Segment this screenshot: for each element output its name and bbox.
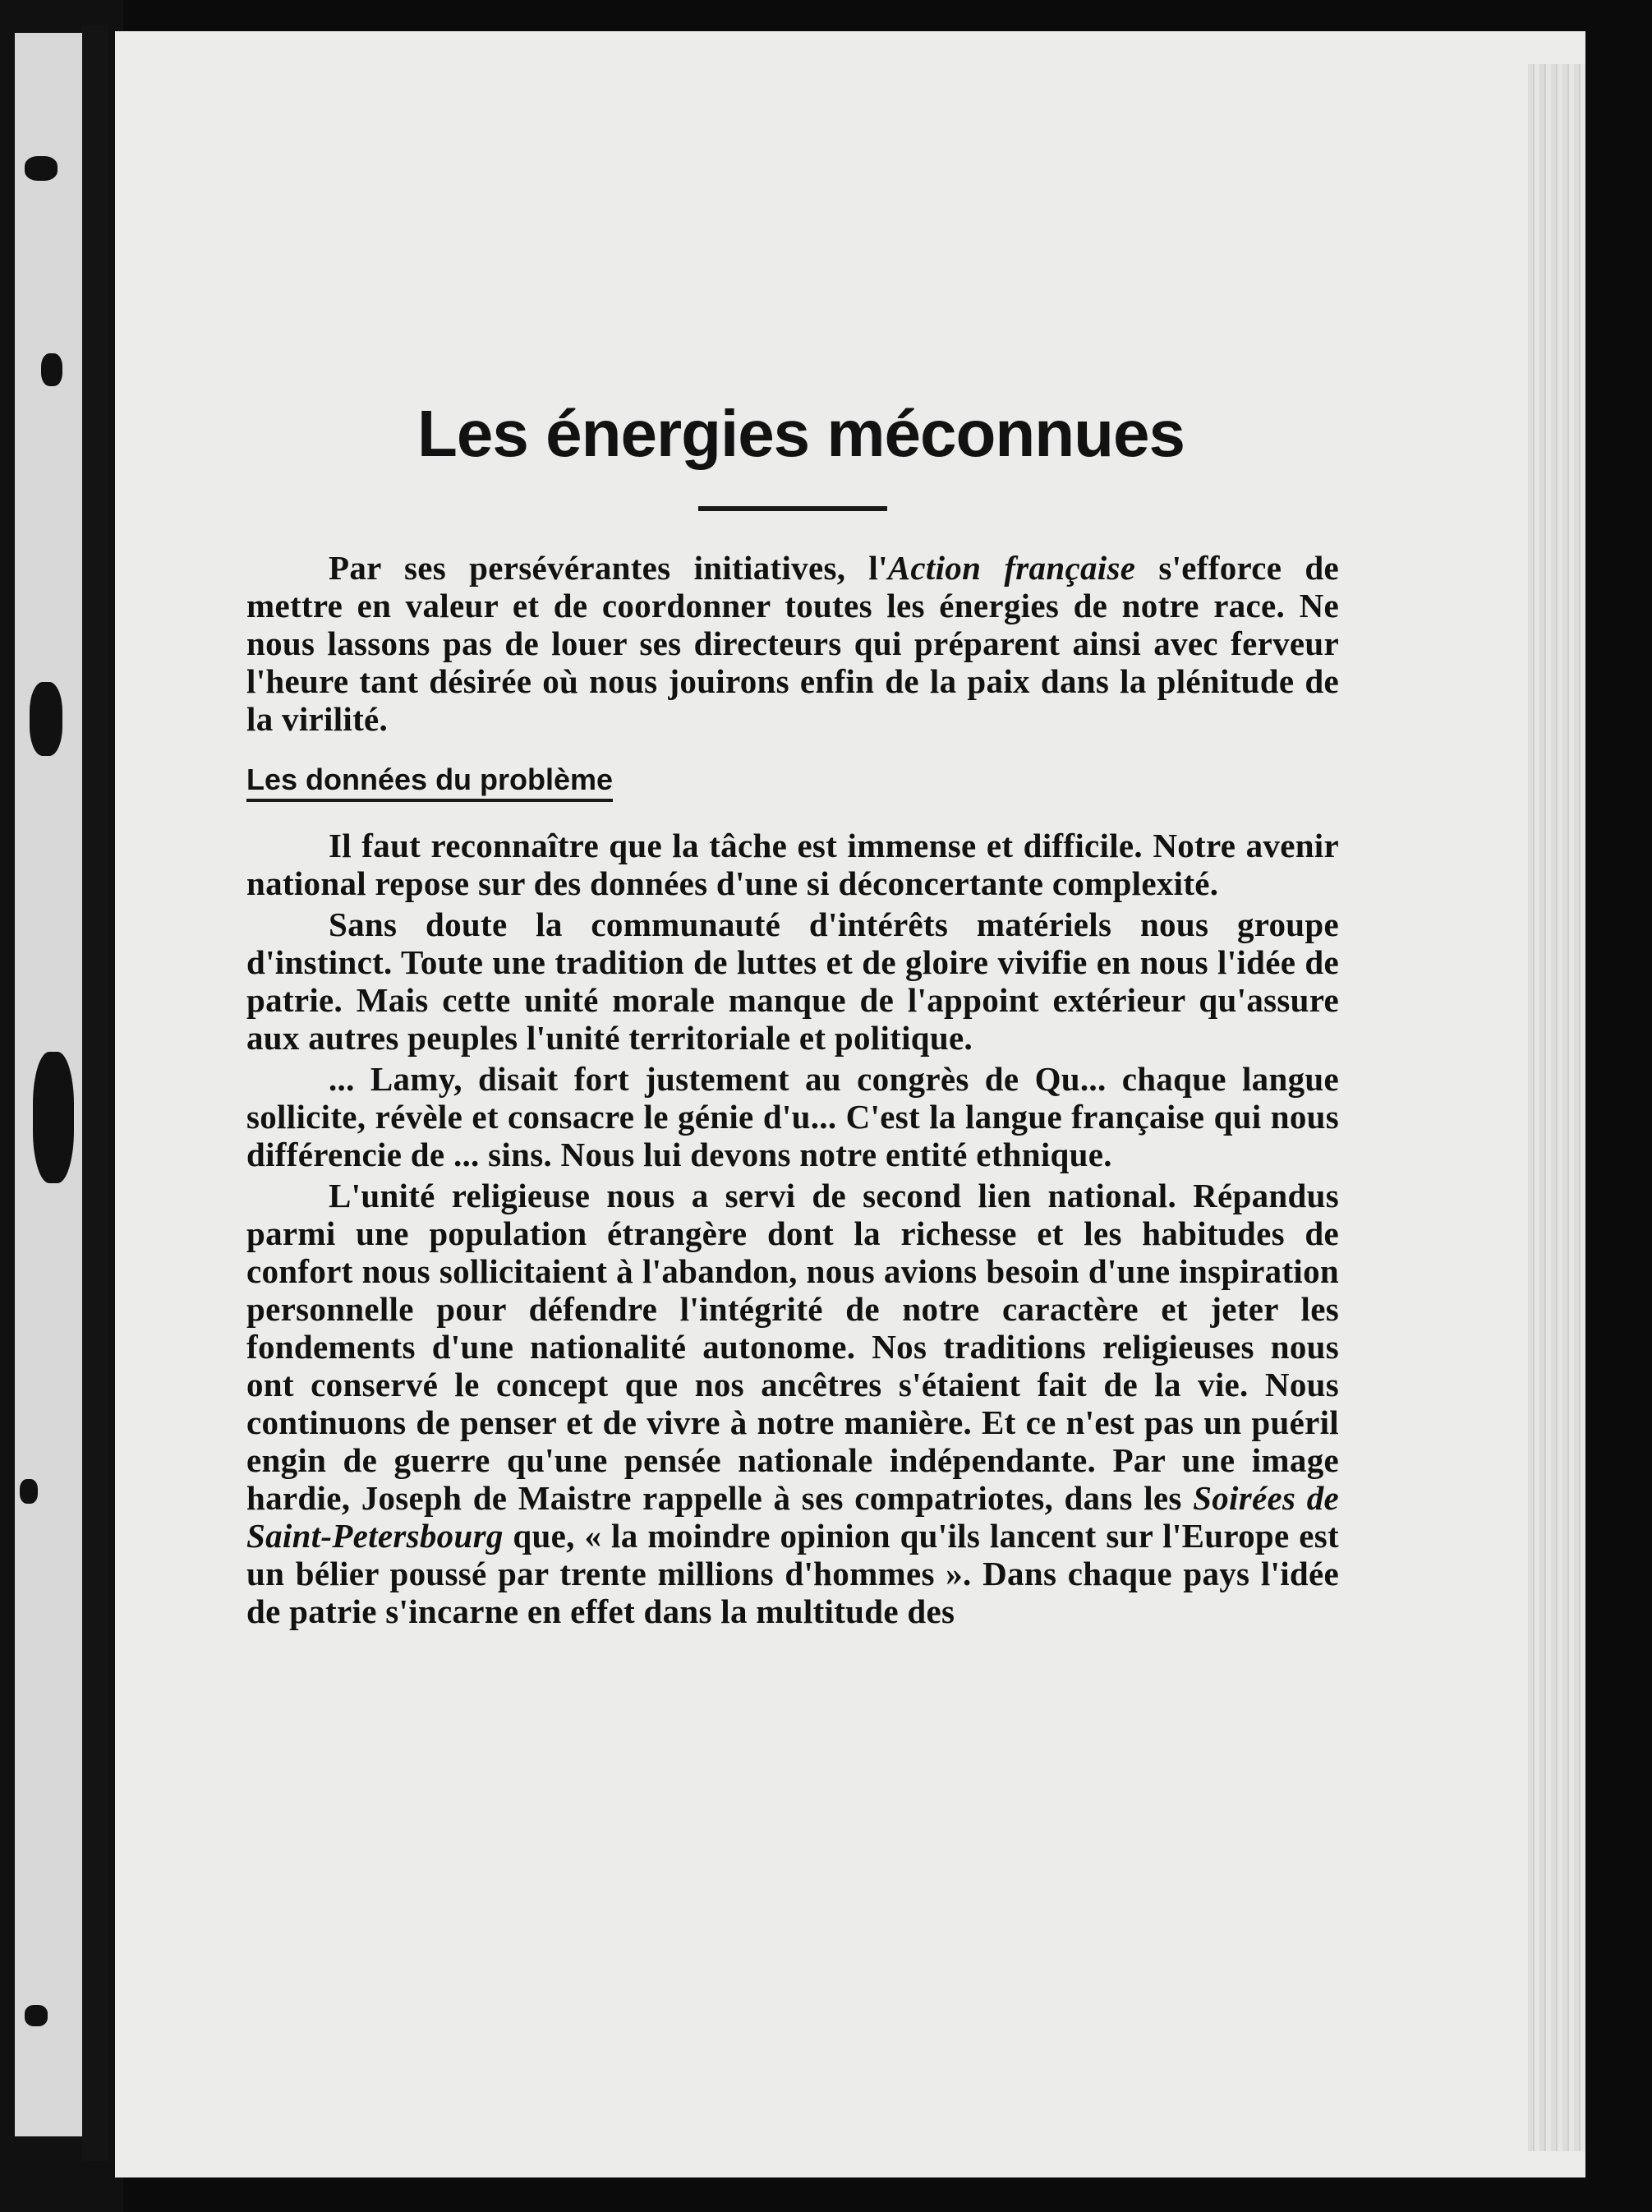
- title-rule: [698, 506, 887, 511]
- section-heading: Les données du problème: [246, 763, 613, 802]
- body-paragraph: ... Lamy, disait fort justement au congrès de Qu... chaque langue sollicite, révèle et consacre le génie d'u... C'est la langue française qui nous différencie de ... sins. Nous lui devons notre entité ethnique.: [246, 1060, 1339, 1173]
- body-paragraph-last: [246, 1177, 1339, 1630]
- scan-speck: [25, 156, 58, 181]
- binding-margin: [0, 0, 123, 2212]
- intro-publication-name: Action française: [887, 549, 1136, 587]
- body-paragraph: Il faut reconnaître que la tâche est immense et difficile. Notre avenir national repose sur des données d'une si déconcertante complexité.: [246, 827, 1339, 902]
- scan-speck: [41, 353, 62, 386]
- article-title: Les énergies méconnues: [417, 397, 1185, 470]
- last-paragraph-text-start: L'unité religieuse nous a servi de second lien national. Répandus parmi une population étrangère dont la richesse et les habitudes de confort nous sollicitaient à l'abandon, nous avions besoin d'une inspiration personnelle pour défendre l'intégrité de notre caractère et jeter les fondements d'une nationalité autonome. Nos traditions religieuses nous ont conservé le concept que nos ancêtres s'étaient fait de la vie. Nous continuons de penser et de vivre à notre manière. Et ce n'est pas un puéril engin de guerre qu'une pensée nationale indépendante. Par une image hardie, Joseph de Maistre rappelle à ses compatriotes, dans les: [246, 1177, 1339, 1517]
- intro-text-start: Par ses persévérantes initiatives, l': [329, 549, 888, 587]
- scan-speck: [20, 1479, 38, 1504]
- body-paragraph: Sans doute la communauté d'intérêts matériels nous groupe d'instinct. Toute une tradition de luttes et de gloire vivifie en nous l'idée de patrie. Mais cette unité morale manque de l'appoint extérieur qu'assure aux autres peuples l'unité territoriale et politique.: [246, 906, 1339, 1057]
- last-paragraph-text-end: que, « la moindre opinion qu'ils lancent sur l'Europe est un bélier poussé par trente millions d'hommes ». Dans chaque pays l'idée de patrie s'incarne en effet dans la multitude des: [246, 1517, 1339, 1630]
- scan-speck: [33, 1052, 74, 1183]
- book-title-reference: Soirées de Saint-Petersbourg: [246, 1479, 1339, 1555]
- scan-speck: [25, 2005, 48, 2026]
- page-stack-edge: [1528, 64, 1585, 2151]
- document-page: [115, 31, 1585, 2177]
- intro-text-end: s'efforce de mettre en valeur et de coordonner toutes les énergies de notre race. Ne nous lassons pas de louer ses directeurs qui préparent ainsi avec ferveur l'heure tant désirée où nous jouirons enfin de la paix dans la plénitude de la virilité.: [246, 549, 1339, 738]
- article: [246, 393, 1339, 1634]
- intro-paragraph: [246, 549, 1339, 738]
- scan-speck: [30, 682, 62, 756]
- book-spine: [82, 25, 108, 2161]
